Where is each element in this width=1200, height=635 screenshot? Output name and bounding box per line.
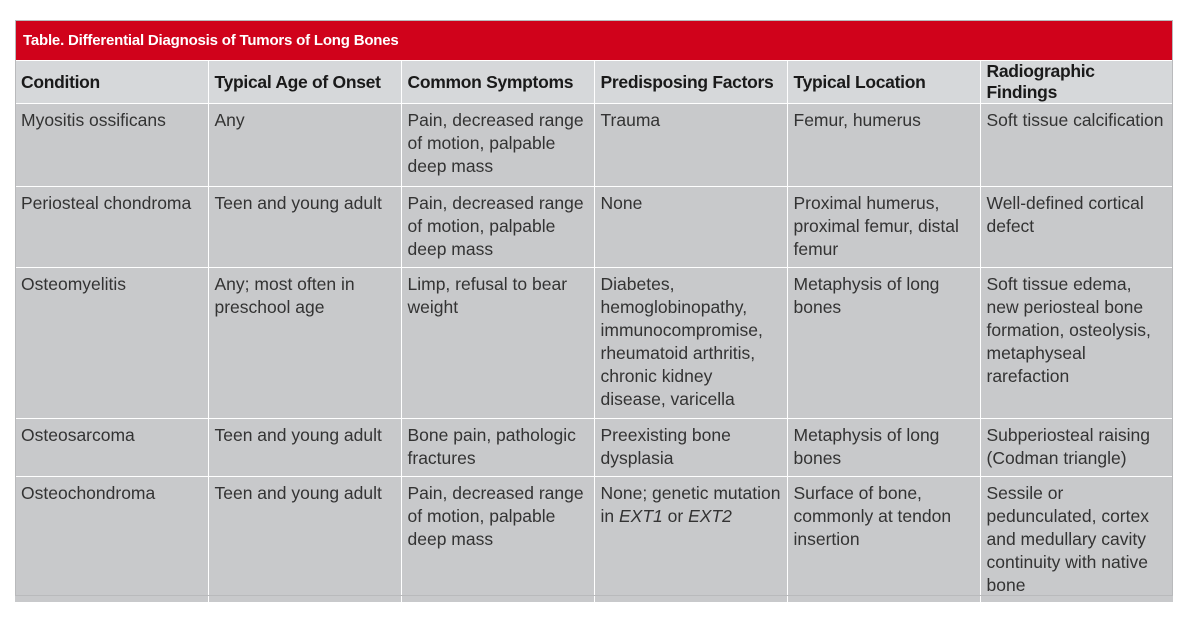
cell-condition: Osteomyelitis — [15, 268, 208, 419]
table-row — [15, 187, 1173, 268]
cell-findings: Sessile or pedunculated, cortex and medullary cavity continuity with native bone — [980, 477, 1173, 603]
cell-age: Any — [208, 104, 401, 187]
cell-age: Teen and young adult — [208, 477, 401, 603]
cell-age: Teen and young adult — [208, 419, 401, 477]
cell-factors: Trauma — [594, 104, 787, 187]
cell-symptoms: Pain, decreased range of motion, palpable deep mass — [401, 104, 594, 187]
column-header-location: Typical Location — [787, 61, 980, 104]
header-row — [15, 61, 1173, 104]
table-row — [15, 104, 1173, 187]
gene-name-ext2: EXT2 — [688, 506, 732, 526]
cell-findings: Subperiosteal raising (Codman triangle) — [980, 419, 1173, 477]
cell-location: Metaphysis of long bones — [787, 419, 980, 477]
cell-symptoms: Bone pain, pathologic fractures — [401, 419, 594, 477]
factors-text: None; genetic mutation in — [600, 483, 781, 526]
cell-factors: Diabetes, hemoglobinopathy, immunocompromise, rheumatoid arthritis, chronic kidney disease, varicella — [594, 268, 787, 419]
table-title: Table. Differential Diagnosis of Tumors of Long Bones — [15, 20, 1173, 60]
cell-condition: Periosteal chondroma — [15, 187, 208, 268]
cell-location: Proximal humerus, proximal femur, distal femur — [787, 187, 980, 268]
cell-factors: None — [594, 187, 787, 268]
cell-location: Femur, humerus — [787, 104, 980, 187]
diagnosis-table — [15, 60, 1174, 603]
factors-text: or — [662, 506, 689, 526]
column-header-age: Typical Age of Onset — [208, 61, 401, 104]
column-header-factors: Predisposing Factors — [594, 61, 787, 104]
cell-factors: Preexisting bone dysplasia — [594, 419, 787, 477]
cell-condition: Myositis ossificans — [15, 104, 208, 187]
column-header-condition: Condition — [15, 61, 208, 104]
column-header-symptoms: Common Symptoms — [401, 61, 594, 104]
table-row — [15, 268, 1173, 419]
cell-condition: Osteochondroma — [15, 477, 208, 603]
cell-location: Metaphysis of long bones — [787, 268, 980, 419]
cell-age: Teen and young adult — [208, 187, 401, 268]
cell-findings: Soft tissue calcification — [980, 104, 1173, 187]
column-header-findings: Radiographic Findings — [980, 61, 1173, 104]
cell-condition: Osteosarcoma — [15, 419, 208, 477]
table-row — [15, 419, 1173, 477]
cell-symptoms: Pain, decreased range of motion, palpable deep mass — [401, 187, 594, 268]
gene-name-ext1: EXT1 — [618, 506, 663, 526]
table-row — [15, 477, 1173, 603]
cell-factors — [594, 477, 787, 603]
diagnosis-table-container — [15, 20, 1173, 603]
cell-symptoms: Pain, decreased range of motion, palpable deep mass — [401, 477, 594, 603]
cell-location: Surface of bone, commonly at tendon insertion — [787, 477, 980, 603]
cell-findings: Soft tissue edema, new periosteal bone formation, osteolysis, metaphyseal rarefaction — [980, 268, 1173, 419]
cell-age: Any; most often in preschool age — [208, 268, 401, 419]
cell-findings: Well-defined cortical defect — [980, 187, 1173, 268]
cell-symptoms: Limp, refusal to bear weight — [401, 268, 594, 419]
